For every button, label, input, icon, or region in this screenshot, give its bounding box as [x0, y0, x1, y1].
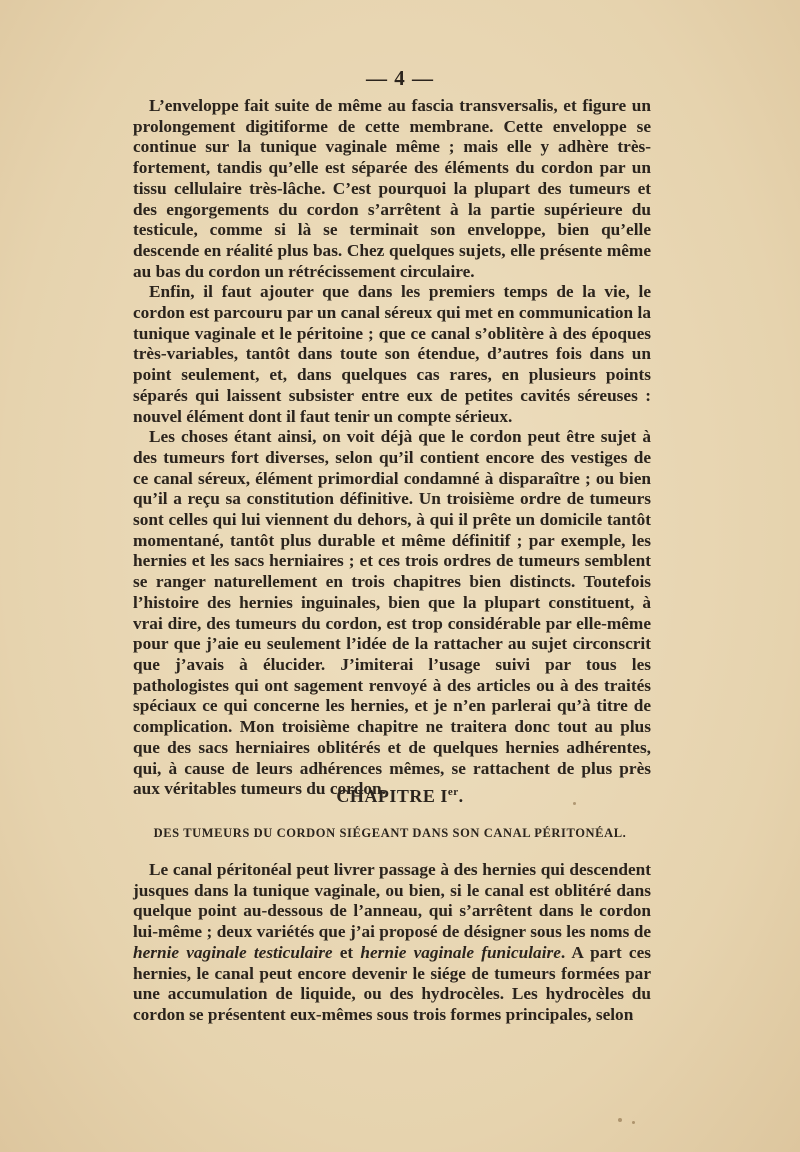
paragraph-text-3: . A part ces hernies, le canal peut encore devenir le siége de tumeurs formées par une accumulation de liquide, ou des hydrocèles. Les hydrocèles du cordon se présentent eux-mêmes sous trois formes principales, selon: [133, 942, 651, 1024]
paragraph-envelope: L’enveloppe fait suite de même au fascia transversalis, et figure un prolongement digitiforme de cette membrane. Cette enveloppe se continue sur la tunique vaginale même ; mais elle y adhère très-fortement, tandis qu’elle est séparée des éléments du cordon par un tissu cellulaire très-lâche. C’est pourquoi la plupart des tumeurs et des engorgements du cordon s’arrêtent à la partie supérieure du testicule, comme si là se terminait son enveloppe, bien qu’elle descende en réalité plus bas. Chez quelques sujets, elle présente même au bas du cordon un rétrécissement circulaire.: [133, 96, 651, 281]
term-hernie-vaginale-funiculaire: hernie vaginale funiculaire: [360, 942, 561, 962]
paragraph-text-1: Le canal péritonéal peut livrer passage à des hernies qui descendent jusques dans la tunique vaginale, ou bien, si le canal est oblitéré dans quelque point au-dessous de l’anneau, qui s’arrêtent dans le cordon lui-même ; deux variétés que j’ai proposé de désigner sous les noms de: [133, 860, 651, 942]
body-text-bottom: [133, 860, 651, 1026]
chapter-title-text: CHAPITRE I: [336, 786, 448, 806]
paragraph-tumor-orders: Les choses étant ainsi, on voit déjà que le cordon peut être sujet à des tumeurs fort diverses, selon qu’il contient encore des vestiges de ce canal séreux, élément primordial condamné à disparaître ; ou bien qu’il a reçu sa constitution définitive. Un troisième ordre de tumeurs sont celles qui lui viennent du dehors, à qui il prête un domicile tantôt momentané, tantôt plus durable et même définitif ; par exemple, les hernies et les sacs herniaires ; et ces trois ordres de tumeurs semblent se ranger naturellement en trois chapitres bien distincts. Toutefois l’histoire des hernies inguinales, bien que la plupart constituent, à vrai dire, des tumeurs du cordon, est trop considérable par elle-même pour que j’aie eu seulement l’idée de la rattacher au sujet circonscrit que j’avais à élucider. J’imiterai l’usage suivi par tous les pathologistes qui ont sagement renvoyé à des articles ou à des traités spéciaux ce qui concerne les hernies, et je n’en parlerai qu’à titre de complication. Mon troisième chapitre ne traitera donc tout au plus que des sacs herniaires oblitérés et de quelques hernies adhérentes, qui, à cause de leurs adhérences mêmes, se rattachent de plus près aux véritables tumeurs du cordon.: [133, 427, 651, 799]
chapter-subtitle: DES TUMEURS DU CORDON SIÉGEANT DANS SON CANAL PÉRITONÉAL.: [153, 826, 627, 840]
chapter-title-period: .: [458, 786, 464, 806]
paragraph-peritoneal-canal: [133, 860, 651, 1026]
chapter-title: [0, 786, 800, 807]
paper-spot: [573, 802, 576, 805]
page-number: — 4 —: [366, 66, 434, 90]
term-hernie-vaginale-testiculaire: hernie vaginale testiculaire: [133, 942, 333, 962]
paragraph-text-2: et: [332, 942, 361, 962]
paper-spot: [632, 1121, 635, 1124]
paper-spot: [618, 1118, 622, 1122]
body-text-top: [133, 96, 651, 800]
chapter-title-superscript: er: [447, 786, 459, 798]
paragraph-serous-canal: Enfin, il faut ajouter que dans les premiers temps de la vie, le cordon est parcouru par un canal séreux qui met en communication la tunique vaginale et le péritoine ; que ce canal s’oblitère à des époques très-variables, tantôt dans toute son étendue, d’autres fois dans un point seulement, et, dans quelques cas rares, en plusieurs points séparés qui laissent subsister entre eux de petites cavités séreuses : nouvel élément dont il faut tenir un compte sérieux.: [133, 282, 651, 426]
